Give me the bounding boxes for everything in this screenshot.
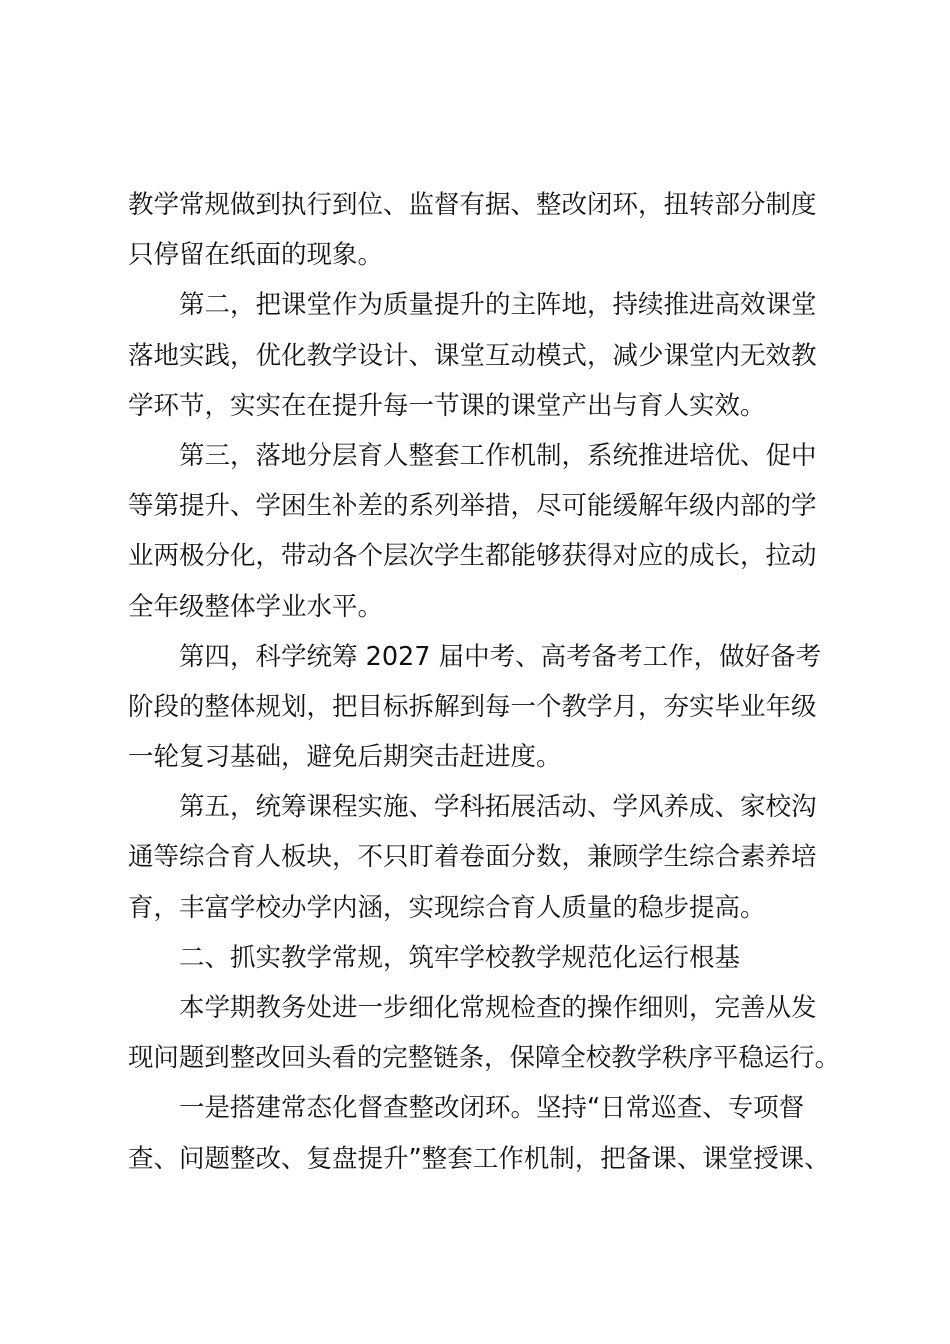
paragraph <box>128 632 836 783</box>
text-line: 等第提升、学困生补差的系列举措，尽可能缓解年级内部的学 <box>128 491 817 522</box>
paragraph <box>128 782 836 933</box>
text-line: 二、抓实教学常规，筑牢学校教学规范化运行根基 <box>179 942 741 973</box>
text-line: 第四，科学统筹 2027 届中考、高考备考工作，做好备考 <box>179 641 822 672</box>
text-line: 一是搭建常态化督查整改闭环。坚持“日常巡查、专项督 <box>179 1093 805 1124</box>
paragraph <box>128 1083 836 1183</box>
body-text <box>128 180 841 1184</box>
text-line: 阶段的整体规划，把目标拆解到每一个教学月，夯实毕业年级 <box>128 691 817 722</box>
text-line: 落地实践，优化教学设计、课堂互动模式，减少课堂内无效教 <box>128 340 817 371</box>
text-line: 查、问题整改、复盘提升”整套工作机制，把备课、课堂授课、 <box>128 1143 830 1174</box>
text-line: 业两极分化，带动各个层次学生都能够获得对应的成长，拉动 <box>128 541 817 572</box>
text-line: 第三，落地分层育人整套工作机制，系统推进培优、促中 <box>179 440 817 471</box>
text-line: 通等综合育人板块，不只盯着卷面分数，兼顾学生综合素养培 <box>128 842 817 873</box>
text-line: 全年级整体学业水平。 <box>128 591 384 622</box>
text-line: 育，丰富学校办学内涵，实现综合育人质量的稳步提高。 <box>128 892 766 923</box>
text-line: 本学期教务处进一步细化常规检查的操作细则，完善从发 <box>179 993 817 1023</box>
paragraph <box>128 280 836 431</box>
text-line: 第二，把课堂作为质量提升的主阵地，持续推进高效课堂 <box>179 290 817 321</box>
paragraph <box>128 431 836 632</box>
section-heading <box>128 933 836 983</box>
text-line: 一轮复习基础，避免后期突击赶进度。 <box>128 742 562 773</box>
text-line: 学环节，实实在在提升每一节课的课堂产出与育人实效。 <box>128 390 766 421</box>
text-line: 第五，统筹课程实施、学科拓展活动、学风养成、家校沟 <box>179 792 817 823</box>
paragraph <box>128 180 836 280</box>
text-line: 现问题到整改回头看的完整链条，保障全校教学秩序平稳运行。 <box>128 1043 841 1074</box>
text-line: 只停留在纸面的现象。 <box>128 240 384 271</box>
paragraph <box>128 983 841 1083</box>
text-line: 教学常规做到执行到位、监督有据、整改闭环，扭转部分制度 <box>128 190 817 220</box>
